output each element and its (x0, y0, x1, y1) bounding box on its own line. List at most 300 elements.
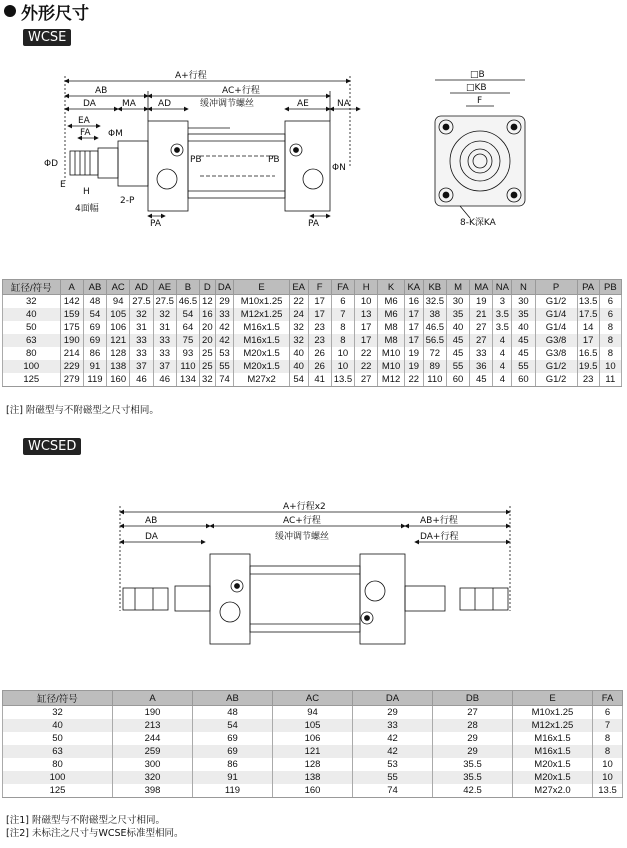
dim-a-stroke2: A+行程x2 (283, 502, 326, 512)
table-cell: 46.5 (423, 321, 446, 334)
table-cell: 8 (593, 745, 623, 758)
table-cell: 29 (433, 732, 513, 745)
dim-ae: AE (297, 99, 309, 109)
table-cell: G1/4 (535, 321, 577, 334)
table-cell: M16x1.5 (234, 321, 289, 334)
table-cell: 29 (433, 745, 513, 758)
table-cell: 30 (446, 295, 469, 309)
dim-pa-left: PA (150, 219, 162, 226)
table-cell: 35.5 (433, 758, 513, 771)
table-cell: 125 (3, 373, 61, 387)
dim-h: H (83, 187, 90, 197)
table-cell: 64 (176, 321, 199, 334)
table-cell: M12x1.25 (234, 308, 289, 321)
table-cell: 138 (273, 771, 353, 784)
dim-e: E (60, 180, 66, 190)
wcse-tag: WCSE (23, 29, 71, 46)
wcsed-side-drawing (105, 496, 525, 656)
table-row (3, 758, 623, 771)
dim-pb-left: PB (190, 155, 202, 165)
col-header: AE (153, 280, 176, 295)
table-cell: 94 (107, 295, 130, 309)
table-cell: 33 (153, 347, 176, 360)
dim-eight-k: 8-K深KA (460, 218, 496, 226)
table-cell: 54 (83, 308, 106, 321)
table-cell: M16x1.5 (513, 745, 593, 758)
table-cell: 8 (599, 347, 621, 360)
col-header: A (60, 280, 83, 295)
table-row (3, 784, 623, 798)
table-cell: 160 (273, 784, 353, 798)
table-cell: 4 (493, 373, 512, 387)
dim-cushion: 缓冲调节螺丝 (200, 99, 255, 109)
dim-kb: □KB (466, 83, 487, 93)
table-cell: 125 (3, 784, 113, 798)
table-cell: M27x2 (234, 373, 289, 387)
table-cell: 17 (355, 321, 378, 334)
bullet-icon (4, 5, 16, 17)
table-cell: 7 (593, 719, 623, 732)
table-cell: 10 (593, 758, 623, 771)
col-header: 缸径/符号 (3, 691, 113, 706)
table-cell: 74 (353, 784, 433, 798)
table-cell: 42 (353, 745, 433, 758)
table-cell: 41 (308, 373, 331, 387)
table-cell: 53 (215, 347, 234, 360)
table-cell: 75 (176, 334, 199, 347)
table-cell: 105 (107, 308, 130, 321)
table-cell: 7 (331, 308, 354, 321)
table-cell: 10 (593, 771, 623, 784)
table-cell: 32 (289, 321, 308, 334)
table-cell: 100 (3, 771, 113, 784)
table-cell: 50 (3, 321, 61, 334)
table-cell: 40 (446, 321, 469, 334)
table-row (3, 719, 623, 732)
table-cell: 35 (446, 308, 469, 321)
wcse-end-drawing (420, 66, 540, 226)
table-row (3, 360, 622, 373)
table-cell: G1/4 (535, 308, 577, 321)
table-cell: 45 (446, 347, 469, 360)
wcsed-note-1: [注1] 附磁型与不附磁型之尺寸相同。 (6, 815, 165, 826)
table-cell: 45 (446, 334, 469, 347)
table-row (3, 373, 622, 387)
table-cell: 22 (355, 360, 378, 373)
table-cell: 48 (193, 706, 273, 720)
table-cell: 45 (512, 334, 535, 347)
section-title (4, 0, 89, 22)
table-cell: 22 (404, 373, 423, 387)
table-cell: 74 (215, 373, 234, 387)
table-cell: 3.5 (493, 308, 512, 321)
table-cell: 4 (493, 360, 512, 373)
table-row (3, 334, 622, 347)
table-cell: 13.5 (593, 784, 623, 798)
table-cell: 17 (404, 334, 423, 347)
col-header: PA (577, 280, 599, 295)
col-header: AD (130, 280, 153, 295)
table-cell: 13.5 (331, 373, 354, 387)
table-cell: 10 (599, 360, 621, 373)
table-cell: 89 (423, 360, 446, 373)
table-cell: 26 (308, 347, 331, 360)
table-cell: 32.5 (423, 295, 446, 309)
col-header: NA (493, 280, 512, 295)
table-cell: 119 (193, 784, 273, 798)
table-cell: 121 (107, 334, 130, 347)
table-cell: 33 (130, 347, 153, 360)
table-cell: 27.5 (153, 295, 176, 309)
table-cell: 110 (176, 360, 199, 373)
col-header: M (446, 280, 469, 295)
table-cell: 27.5 (130, 295, 153, 309)
dim-ac-stroke-d: AC+行程 (283, 516, 321, 526)
wcsed-table (2, 690, 623, 798)
table-cell: 17 (404, 308, 423, 321)
table-cell: 20 (200, 321, 216, 334)
table-cell: M20x1.5 (234, 347, 289, 360)
table-cell: M10 (378, 347, 405, 360)
table-cell: M10x1.25 (513, 706, 593, 720)
col-header: E (513, 691, 593, 706)
table-row (3, 347, 622, 360)
table-cell: 29 (215, 295, 234, 309)
table-cell: 128 (273, 758, 353, 771)
table-cell: 53 (353, 758, 433, 771)
dim-ab: AB (95, 86, 108, 96)
table-cell: M20x1.5 (513, 758, 593, 771)
table-cell: 12 (200, 295, 216, 309)
col-header: AB (83, 280, 106, 295)
table-row (3, 706, 623, 720)
table-cell: 93 (176, 347, 199, 360)
table-cell: 21 (470, 308, 493, 321)
table-cell: 14 (577, 321, 599, 334)
table-cell: 42.5 (433, 784, 513, 798)
table-cell: 37 (153, 360, 176, 373)
table-cell: 27 (470, 334, 493, 347)
table-cell: 29 (353, 706, 433, 720)
table-cell: M6 (378, 308, 405, 321)
table-cell: 32 (130, 308, 153, 321)
dim-phi-d: ΦD (44, 159, 59, 169)
table-cell: 80 (3, 347, 61, 360)
table-cell: 8 (599, 334, 621, 347)
table-cell: 94 (273, 706, 353, 720)
table-cell: 17 (308, 308, 331, 321)
col-header: PB (599, 280, 621, 295)
table-cell: 63 (3, 745, 113, 758)
table-cell: 35.5 (433, 771, 513, 784)
col-header: MA (470, 280, 493, 295)
table-cell: 32 (3, 295, 61, 309)
col-header: N (512, 280, 535, 295)
col-header: B (176, 280, 199, 295)
table-cell: 214 (60, 347, 83, 360)
dim-ac-stroke: AC+行程 (222, 86, 260, 96)
table-cell: 33 (130, 334, 153, 347)
dim-da: DA (83, 99, 96, 109)
table-cell: 190 (60, 334, 83, 347)
table-cell: 23 (308, 321, 331, 334)
table-cell: 13.5 (578, 296, 598, 307)
table-cell: 3 (493, 295, 512, 309)
table-cell: 86 (193, 758, 273, 771)
table-cell: 13 (355, 308, 378, 321)
col-header: FA (331, 280, 354, 295)
table-cell: 6 (599, 295, 621, 309)
table-cell: 138 (107, 360, 130, 373)
wcse-side-drawing (40, 66, 390, 226)
table-cell: 35 (512, 308, 535, 321)
table-cell: 33 (153, 334, 176, 347)
table-cell: 3.5 (493, 321, 512, 334)
col-header: AC (107, 280, 130, 295)
col-header: F (308, 280, 331, 295)
wcse-table (2, 279, 622, 387)
table-cell: M16x1.5 (234, 334, 289, 347)
table-cell: 134 (176, 373, 199, 387)
table-cell: 63 (3, 334, 61, 347)
table-cell: 40 (512, 321, 535, 334)
table-row (3, 321, 622, 334)
table-cell: 42 (215, 334, 234, 347)
dim-ab-stroke: AB+行程 (420, 516, 458, 526)
table-cell: 16 (404, 295, 423, 309)
table-cell: M6 (378, 295, 405, 309)
table-cell: G1/2 (535, 360, 577, 373)
table-cell: 55 (215, 360, 234, 373)
table-cell: M8 (378, 334, 405, 347)
table-cell: 17 (404, 321, 423, 334)
table-cell: 42 (215, 321, 234, 334)
table-cell: 69 (193, 732, 273, 745)
table-cell: 121 (273, 745, 353, 758)
table-cell: 6 (599, 308, 621, 321)
dim-b: □B (470, 70, 485, 80)
table-cell: 33 (215, 308, 234, 321)
dim-ab-d: AB (145, 516, 158, 526)
table-cell: 28 (433, 719, 513, 732)
table-cell: 56.5 (423, 334, 446, 347)
table-cell: M20x1.5 (513, 771, 593, 784)
table-cell: M10x1.25 (234, 295, 289, 309)
table-cell: 69 (83, 321, 106, 334)
table-cell: 10 (355, 295, 378, 309)
table-cell: 46.5 (176, 295, 199, 309)
table-cell: 19 (404, 360, 423, 373)
table-cell: 69 (193, 745, 273, 758)
dim-cushion-d: 缓冲调节螺丝 (275, 532, 330, 542)
dim-da-d: DA (145, 532, 158, 542)
table-cell: 22 (355, 347, 378, 360)
table-cell: 60 (446, 373, 469, 387)
col-header: KB (423, 280, 446, 295)
table-row (3, 732, 623, 745)
col-header: AC (273, 691, 353, 706)
table-cell: 160 (107, 373, 130, 387)
table-cell: 100 (3, 360, 61, 373)
table-cell: 40 (3, 308, 61, 321)
dim-a-stroke: A+行程 (175, 71, 207, 81)
table-cell: 259 (113, 745, 193, 758)
col-header: DA (215, 280, 234, 295)
table-cell: 279 (60, 373, 83, 387)
table-cell: 38 (423, 308, 446, 321)
table-cell: 33 (353, 719, 433, 732)
table-cell: 55 (512, 360, 535, 373)
table-cell: 175 (60, 321, 83, 334)
col-header: K (378, 280, 405, 295)
table-cell: 106 (107, 321, 130, 334)
col-header: DA (353, 691, 433, 706)
table-cell: 37 (130, 360, 153, 373)
dim-ma: MA (122, 99, 136, 109)
table-row (3, 745, 623, 758)
table-cell: 42 (353, 732, 433, 745)
table-cell: 54 (176, 308, 199, 321)
table-cell: 32 (200, 373, 216, 387)
table-cell: 32 (3, 706, 113, 720)
table-cell: G3/8 (535, 347, 577, 360)
table-cell: 26 (308, 360, 331, 373)
table-cell: 17.5 (578, 309, 598, 320)
table-cell: 54 (289, 373, 308, 387)
table-cell: 36 (470, 360, 493, 373)
table-cell: M12 (378, 373, 405, 387)
table-cell: 31 (130, 321, 153, 334)
table-cell: G3/8 (535, 334, 577, 347)
table-row (3, 308, 622, 321)
table-cell: M16x1.5 (513, 732, 593, 745)
table-cell: 46 (153, 373, 176, 387)
wcsed-note-2: [注2] 未标注之尺寸与WCSE标准型相同。 (6, 828, 184, 839)
col-header: AB (193, 691, 273, 706)
table-cell: 30 (512, 295, 535, 309)
wcsed-tag: WCSED (23, 438, 81, 455)
col-header: FA (593, 691, 623, 706)
table-cell: 4 (493, 347, 512, 360)
table-cell: 91 (83, 360, 106, 373)
table-cell: 128 (107, 347, 130, 360)
table-cell: 19 (470, 295, 493, 309)
col-header: DB (433, 691, 513, 706)
dim-fa: FA (80, 128, 91, 138)
table-cell: G1/2 (535, 373, 577, 387)
table-cell: M10 (378, 360, 405, 373)
table-cell: 8 (593, 732, 623, 745)
table-cell: 10 (331, 347, 354, 360)
table-cell: 60 (512, 373, 535, 387)
dim-phi-n: ΦN (332, 163, 346, 173)
table-cell: 17 (355, 334, 378, 347)
dim-four-flats: 4面幅 (75, 204, 99, 214)
col-header: EA (289, 280, 308, 295)
table-cell: 16.5 (578, 348, 598, 359)
table-cell: 55 (353, 771, 433, 784)
table-cell: 11 (599, 373, 621, 387)
table-cell: 142 (60, 295, 83, 309)
table-cell: 55 (446, 360, 469, 373)
table-cell: 25 (200, 360, 216, 373)
wcse-note: [注] 附磁型与不附磁型之尺寸相同。 (6, 405, 159, 416)
table-cell: 20 (200, 334, 216, 347)
table-cell: 24 (289, 308, 308, 321)
dim-pa-right: PA (308, 219, 320, 226)
table-cell: 46 (130, 373, 153, 387)
table-cell: 105 (273, 719, 353, 732)
col-header: 缸径/符号 (3, 280, 61, 295)
table-cell: 40 (3, 719, 113, 732)
table-cell: 27 (470, 321, 493, 334)
table-cell: 229 (60, 360, 83, 373)
table-cell: 31 (153, 321, 176, 334)
table-cell: 8 (599, 321, 621, 334)
table-cell: 25 (200, 347, 216, 360)
table-cell: 27 (355, 373, 378, 387)
col-header: P (535, 280, 577, 295)
table-row (3, 295, 622, 309)
table-cell: 33 (470, 347, 493, 360)
table-row (3, 771, 623, 784)
section-title-text: 外形尺寸 (21, 3, 89, 24)
col-header: H (355, 280, 378, 295)
table-cell: 10 (331, 360, 354, 373)
table-cell: 244 (113, 732, 193, 745)
table-cell: 72 (423, 347, 446, 360)
table-cell: 300 (113, 758, 193, 771)
table-cell: 106 (273, 732, 353, 745)
table-cell: 86 (83, 347, 106, 360)
table-cell: 4 (493, 334, 512, 347)
table-cell: 50 (3, 732, 113, 745)
table-cell: 110 (423, 373, 446, 387)
dim-da-stroke: DA+行程 (420, 532, 459, 542)
table-cell: M27x2.0 (513, 784, 593, 798)
table-cell: 8 (331, 334, 354, 347)
table-cell: 19 (404, 347, 423, 360)
table-cell: 32 (289, 334, 308, 347)
dim-ea: EA (78, 116, 90, 126)
table-cell: 80 (3, 758, 113, 771)
table-cell: 190 (113, 706, 193, 720)
table-cell: 32 (153, 308, 176, 321)
table-cell: 17 (308, 295, 331, 309)
col-header: D (200, 280, 216, 295)
table-cell: 213 (113, 719, 193, 732)
table-cell: G1/2 (535, 295, 577, 309)
table-cell: 54 (193, 719, 273, 732)
table-cell: 17 (577, 334, 599, 347)
table-cell: 398 (113, 784, 193, 798)
table-cell: 23 (308, 334, 331, 347)
table-cell: 48 (83, 295, 106, 309)
table-cell: 6 (331, 295, 354, 309)
dim-pb-right: PB (268, 155, 280, 165)
table-cell: 159 (60, 308, 83, 321)
table-cell: 16 (200, 308, 216, 321)
table-cell: 19.5 (578, 361, 598, 372)
table-cell: 27 (433, 706, 513, 720)
dim-phi-m: ΦM (108, 129, 123, 139)
table-cell: 6 (593, 706, 623, 720)
table-cell: 40 (289, 347, 308, 360)
col-header: A (113, 691, 193, 706)
table-cell: 69 (83, 334, 106, 347)
table-cell: 320 (113, 771, 193, 784)
dim-ad: AD (158, 99, 172, 109)
